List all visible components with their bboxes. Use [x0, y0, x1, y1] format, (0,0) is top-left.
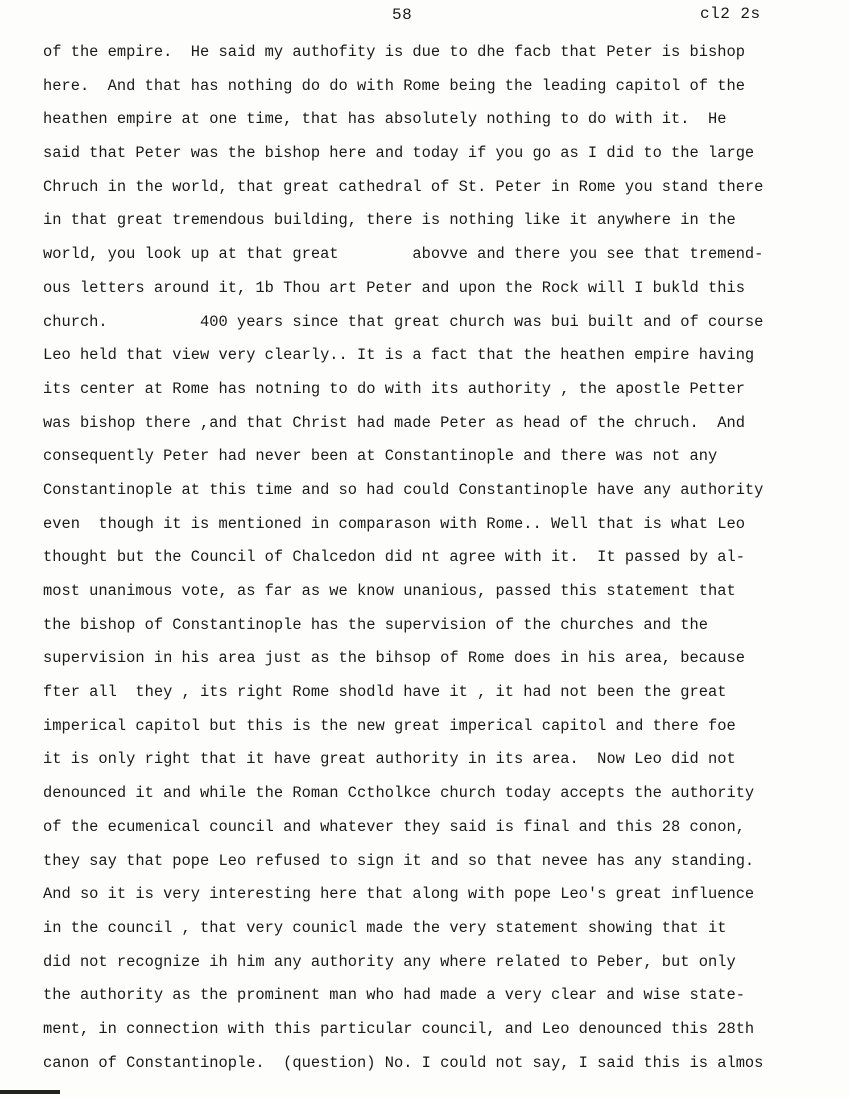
text-line: world, you look up at that great abovve and there you see that tremend-: [43, 245, 764, 264]
text-line: the bishop of Constantinople has the supervision of the churches and the: [43, 615, 708, 634]
text-line: ous letters around it, 1b Thou art Peter and upon the Rock will I bukld this: [43, 278, 745, 297]
text-line: of the empire. He said my authofity is due to dhe facb that Peter is bishop: [43, 43, 745, 61]
text-line: of the ecumenical council and whatever they said is final and this 28 conon,: [43, 817, 745, 836]
text-line: Constantinople at this time and so had could Constantinople have any authority: [43, 480, 764, 499]
text-line: here. And that has nothing do do with Rome being the leading capitol of the: [43, 76, 745, 95]
text-line: denounced it and while the Roman Cctholkce church today accepts the authority: [43, 784, 755, 803]
text-line: most unanimous vote, as far as we know unanious, passed this statement that: [43, 582, 736, 600]
text-line: in the council , that very counicl made the very statement showing that it: [43, 918, 727, 937]
text-line: said that Peter was the bishop here and today if you go as I did to the large: [43, 144, 755, 163]
text-line: ment, in connection with this particular council, and Leo denounced this 28th: [43, 1019, 755, 1038]
text-line: church. 400 years since that great church was bui built and of course: [43, 312, 764, 331]
text-line: heathen empire at one time, that has absolutely nothing to do with it. He: [43, 110, 727, 129]
transcript-body: [43, 36, 843, 1080]
text-line: fter all they , its right Rome shodld have it , it had not been the great: [43, 683, 727, 702]
text-line: And so it is very interesting here that along with pope Leo's great influence: [43, 885, 755, 904]
text-line: supervision in his area just as the bihsop of Rome does in his area, because: [43, 649, 745, 668]
text-line: it is only right that it have great authority in its area. Now Leo did not: [43, 750, 736, 769]
text-line: Chruch in the world, that great cathedral of St. Peter in Rome you stand there: [43, 177, 764, 196]
text-line: was bishop there ,and that Christ had made Peter as head of the chruch. And: [43, 413, 745, 432]
text-line: imperical capitol but this is the new great imperical capitol and there foe: [43, 716, 736, 735]
page-code: cl2 2s: [700, 5, 761, 23]
text-line: the authority as the prominent man who had made a very clear and wise state-: [43, 986, 745, 1005]
text-line: canon of Constantinople. (question) No. I could not say, I said this is almos: [43, 1053, 764, 1072]
text-line: even though it is mentioned in comparason with Rome.. Well that is what Leo: [43, 514, 745, 533]
text-line: its center at Rome has notning to do with its authority , the apostle Petter: [43, 379, 745, 398]
text-line: consequently Peter had never been at Constantinople and there was not any: [43, 447, 718, 466]
page-number: 58: [392, 6, 413, 24]
page-edge-mark: [0, 1090, 60, 1094]
text-line: did not recognize ih him any authority any where related to Peber, but only: [43, 952, 736, 971]
text-line: thought but the Council of Chalcedon did nt agree with it. It passed by al-: [43, 548, 745, 567]
text-line: Leo held that view very clearly.. It is a fact that the heathen empire having: [43, 346, 755, 365]
text-line: in that great tremendous building, there is nothing like it anywhere in the: [43, 211, 736, 230]
text-line: they say that pope Leo refused to sign it and so that nevee has any standing.: [43, 851, 755, 870]
